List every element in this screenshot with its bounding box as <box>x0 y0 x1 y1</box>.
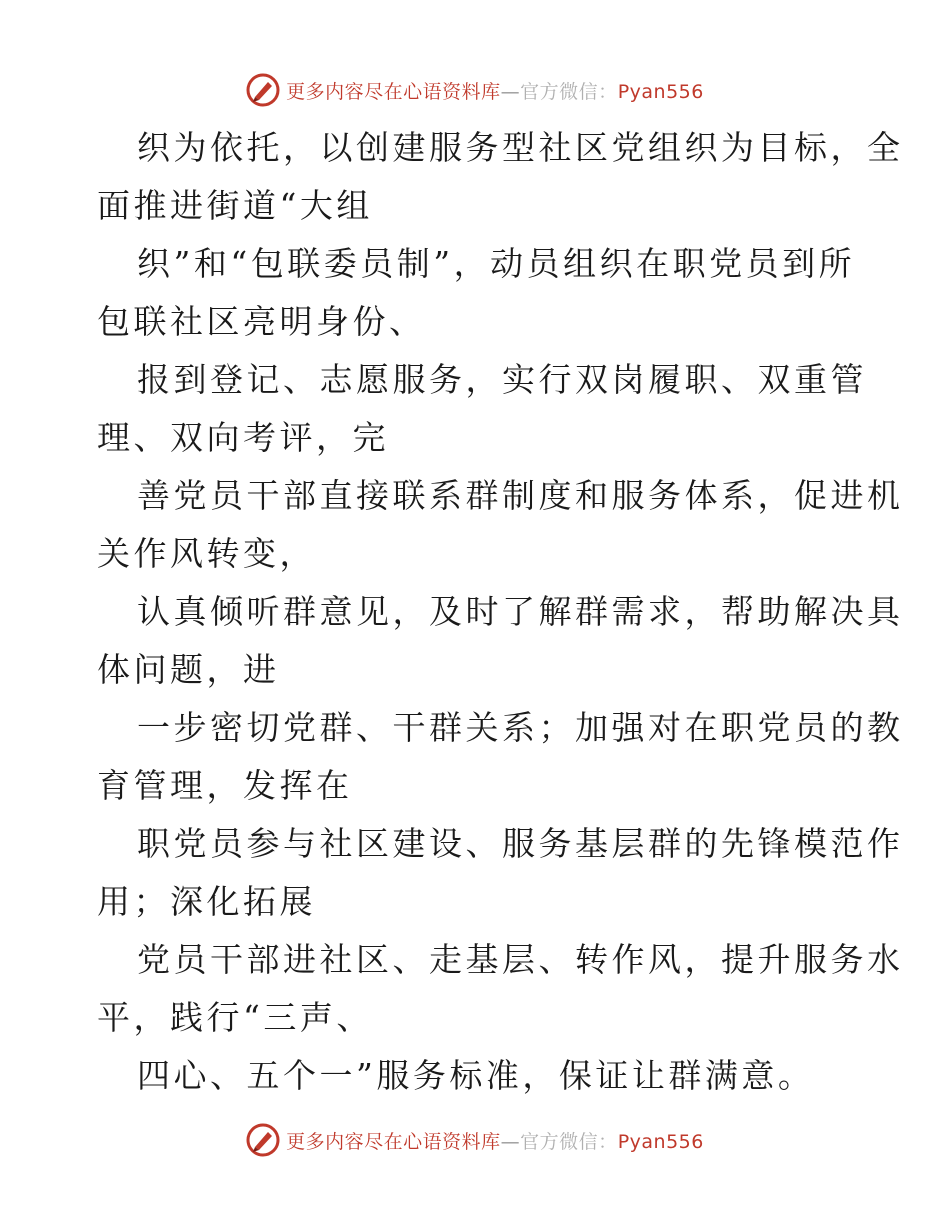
paragraph-line: 一步密切党群、干群关系；加强对在职党员的教 <box>137 708 904 747</box>
header-wechat-label: 官方微信： <box>520 80 618 103</box>
paragraph-line: 善党员干部直接联系群制度和服务体系，促进机 <box>137 476 904 515</box>
footer-wechat-label: 官方微信： <box>520 1130 618 1153</box>
footer-site-text: 更多内容尽在心语资料库 <box>286 1130 501 1153</box>
paragraph-line: 包联社区亮明身份、 <box>97 302 426 341</box>
pen-seal-logo-icon <box>246 1123 280 1157</box>
paragraph-line: 织”和“包联委员制”，动员组织在职党员到所 <box>137 244 856 283</box>
paragraph-line: 育管理，发挥在 <box>97 766 353 805</box>
paragraph-line: 平，践行“三声、 <box>97 998 373 1037</box>
paragraph-line: 党员干部进社区、走基层、转作风，提升服务水 <box>137 940 904 979</box>
paragraph-line: 理、双向考评，完 <box>97 418 389 457</box>
footer-dash: — <box>500 1130 521 1153</box>
header-wechat-handle: Pyan556 <box>617 80 704 103</box>
paragraph-line: 用；深化拓展 <box>97 882 316 921</box>
header-dash: — <box>500 80 521 103</box>
paragraph-line: 关作风转变， <box>97 534 316 573</box>
footer-text <box>286 1127 704 1154</box>
paragraph-line: 体问题，进 <box>97 650 280 689</box>
footer-wechat-handle: Pyan556 <box>617 1130 704 1153</box>
footer-banner <box>0 1120 950 1160</box>
header-site-text: 更多内容尽在心语资料库 <box>286 80 501 103</box>
paragraph-line: 面推进街道“大组 <box>97 186 373 225</box>
paragraph-line: 认真倾听群意见，及时了解群需求，帮助解决具 <box>137 592 904 631</box>
paragraph-line: 织为依托，以创建服务型社区党组织为目标，全 <box>137 128 904 167</box>
paragraph-line: 四心、五个一”服务标准，保证让群满意。 <box>137 1056 815 1095</box>
paragraph-line: 报到登记、志愿服务，实行双岗履职、双重管 <box>137 360 867 399</box>
paragraph-line: 职党员参与社区建设、服务基层群的先锋模范作 <box>137 824 904 863</box>
